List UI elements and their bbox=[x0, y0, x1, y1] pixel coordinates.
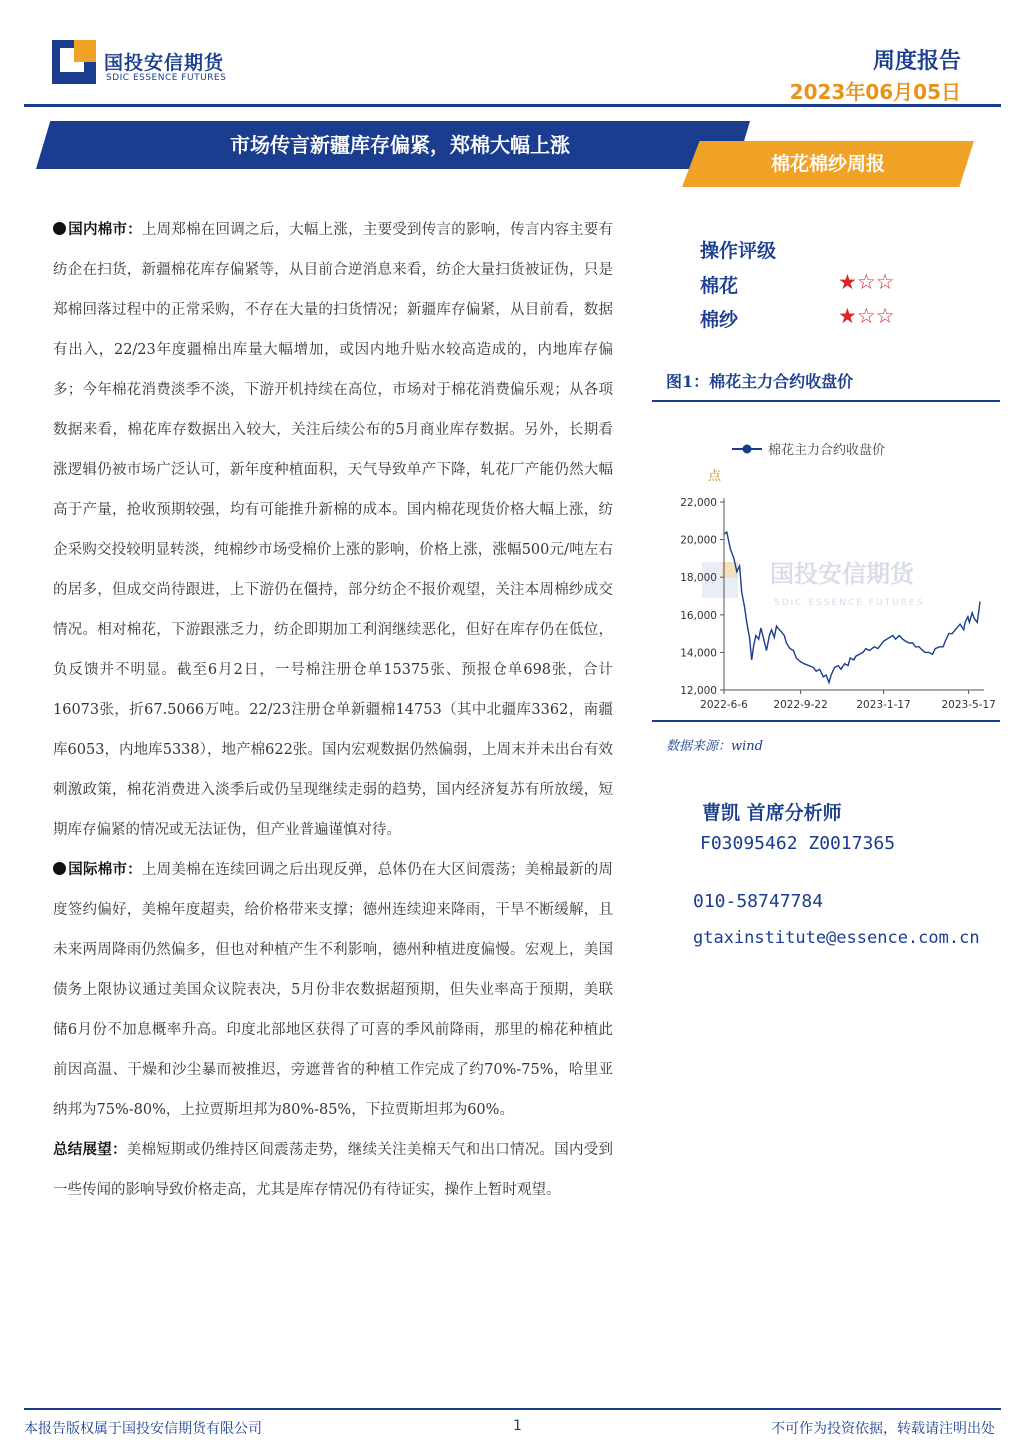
x-tick-label: 2023-5-17 bbox=[941, 699, 996, 711]
header-divider bbox=[24, 104, 1001, 107]
figure-bottom-rule bbox=[652, 720, 1000, 722]
paragraph-summary bbox=[53, 1130, 613, 1210]
y-tick-label: 18,000 bbox=[680, 572, 717, 585]
paragraph-text: 上周美棉在连续回调之后出现反弹，总体仍在大区间震荡；美棉最新的周度签约偏好，美棉年度超卖，给价格带来支撑；德州连续迎来降雨，干旱不断缓解，且未来两周降雨仍然偏多，但也对种植产生不利影响，德州种植进度偏慢。宏观上，美国债务上限协议通过美国众议院表决，5月份非农数据超预期，但失业率高于预期，美联储6月份不加息概率升高。印度北部地区获得了可喜的季风前降雨，那里的棉花种植此前因高温、干燥和沙尘暴而被推迟，旁遮普省的种植工作完成了约70%-75%，哈里亚纳邦为75%-80%，上拉贾斯坦邦为80%-85%，下拉贾斯坦邦为60%。 bbox=[53, 862, 614, 1118]
report-body bbox=[53, 210, 613, 1210]
paragraph-lead: 国际棉市： bbox=[68, 861, 142, 878]
rating-label-cotton: 棉花 bbox=[700, 275, 739, 297]
bullet-icon bbox=[53, 222, 66, 235]
page-number: 1 bbox=[513, 1418, 522, 1434]
x-tick-label: 2022-6-6 bbox=[700, 699, 748, 711]
report-subtitle: 棉花棉纱周报 bbox=[770, 153, 885, 175]
rating-label-yarn: 棉纱 bbox=[700, 309, 739, 331]
y-tick-label: 16,000 bbox=[680, 609, 717, 622]
report-type: 周度报告 bbox=[872, 49, 961, 74]
y-tick-label: 12,000 bbox=[680, 685, 717, 697]
y-tick-label: 20,000 bbox=[680, 534, 717, 547]
company-logo-icon bbox=[52, 40, 96, 84]
watermark-text-en: SDIC ESSENCE FUTURES bbox=[774, 598, 925, 608]
y-axis-unit: 点 bbox=[708, 469, 722, 484]
footer-divider bbox=[24, 1408, 1001, 1410]
price-line-chart bbox=[652, 402, 1000, 720]
x-tick-label: 2023-1-17 bbox=[856, 699, 911, 711]
paragraph-text: 美棉短期或仍维持区间震荡走势，继续关注美棉天气和出口情况。国内受到一些传闻的影响导致价格走高，尤其是库存情况仍有待证实，操作上暂时观望。 bbox=[53, 1142, 613, 1198]
y-tick-label: 22,000 bbox=[680, 497, 717, 509]
paragraph-lead: 总结展望： bbox=[53, 1141, 127, 1158]
rating-title: 操作评级 bbox=[700, 240, 777, 262]
paragraph-domestic bbox=[53, 210, 613, 850]
y-tick-label: 14,000 bbox=[680, 647, 717, 660]
paragraph-lead: 国内棉市： bbox=[68, 221, 142, 238]
analyst-name: 曹凯 首席分析师 bbox=[702, 802, 842, 824]
paragraph-text: 上周郑棉在回调之后，大幅上涨，主要受到传言的影响，传言内容主要有纺企在扫货，新疆棉花库存偏紧等，从目前合逆消息来看，纺企大量扫货被证伪，只是郑棉回落过程中的正常采购，不存在大量的扫货情况；新疆库存偏紧，从目前看，数据有出入，22/23年度疆棉出库量大幅增加，或因内地升贴水较高造成的，内地库存偏多；今年棉花消费淡季不淡，下游开机持续在高位，市场对于棉花消费偏乐观；从各项数据来看，棉花库存数据出入较大，关注后续公布的5月商业库存数据。另外，长期看涨逻辑仍被市场广泛认可，新年度种植面积，天气导致单产下降，轧花厂产能仍然大幅高于产量，抢收预期较强，均有可能推升新棉的成本。国内棉花现货价格大幅上涨，纺企采购交投较明显转淡，纯棉纱市场受棉价上涨的影响，价格上涨，涨幅500元/吨左右的居多，但成交尚待跟进，上下游仍在僵持，部分纺企不报价观望，关注本周棉纱成交情况。相对棉花，下游跟涨乏力，纺企即期加工利润继续恶化，但好在库存仍在低位，负反馈并不明显。截至6月2日，一号棉注册仓单15375张、预报仓单698张，合计16073张，折67.5066万吨。22/23注册仓单新疆棉14753（其中北疆库3362，南疆库6053，内地库5338），地产棉622张。国内宏观数据仍然偏弱，上周末并未出台有效刺激政策，棉花消费进入淡季后或仍呈现继续走弱的趋势，国内经济复苏有所放缓，短期库存偏紧的情况或无法证伪，但产业普遍谨慎对待。 bbox=[53, 222, 614, 838]
footer-disclaimer: 不可作为投资依据，转载请注明出处 bbox=[771, 1421, 995, 1437]
rating-stars-yarn: ★☆☆ bbox=[838, 304, 895, 328]
analyst-licenses: F03095462 Z0017365 bbox=[700, 833, 896, 854]
footer-copyright: 本报告版权属于国投安信期货有限公司 bbox=[24, 1421, 262, 1437]
figure-title: 图1：棉花主力合约收盘价 bbox=[666, 372, 854, 391]
chart-axes bbox=[724, 498, 984, 690]
data-source: 数据来源：wind bbox=[666, 739, 763, 754]
watermark-text: 国投安信期货 bbox=[770, 560, 914, 588]
legend-marker bbox=[743, 445, 752, 454]
rating-stars-cotton: ★☆☆ bbox=[838, 270, 895, 294]
analyst-phone: 010-58747784 bbox=[693, 891, 824, 912]
analyst-email[interactable]: gtaxinstitute@essence.com.cn bbox=[693, 928, 980, 948]
company-name: 国投安信期货 bbox=[104, 52, 225, 74]
paragraph-international bbox=[53, 850, 613, 1130]
bullet-icon bbox=[53, 862, 66, 875]
report-date: 2023年06月05日 bbox=[789, 80, 961, 104]
legend-label: 棉花主力合约收盘价 bbox=[768, 443, 886, 458]
company-name-en: SDIC ESSENCE FUTURES bbox=[106, 73, 227, 83]
chart-legend bbox=[732, 442, 885, 458]
report-title: 市场传言新疆库存偏紧，郑棉大幅上涨 bbox=[230, 133, 570, 157]
x-tick-label: 2022-9-22 bbox=[773, 699, 828, 711]
